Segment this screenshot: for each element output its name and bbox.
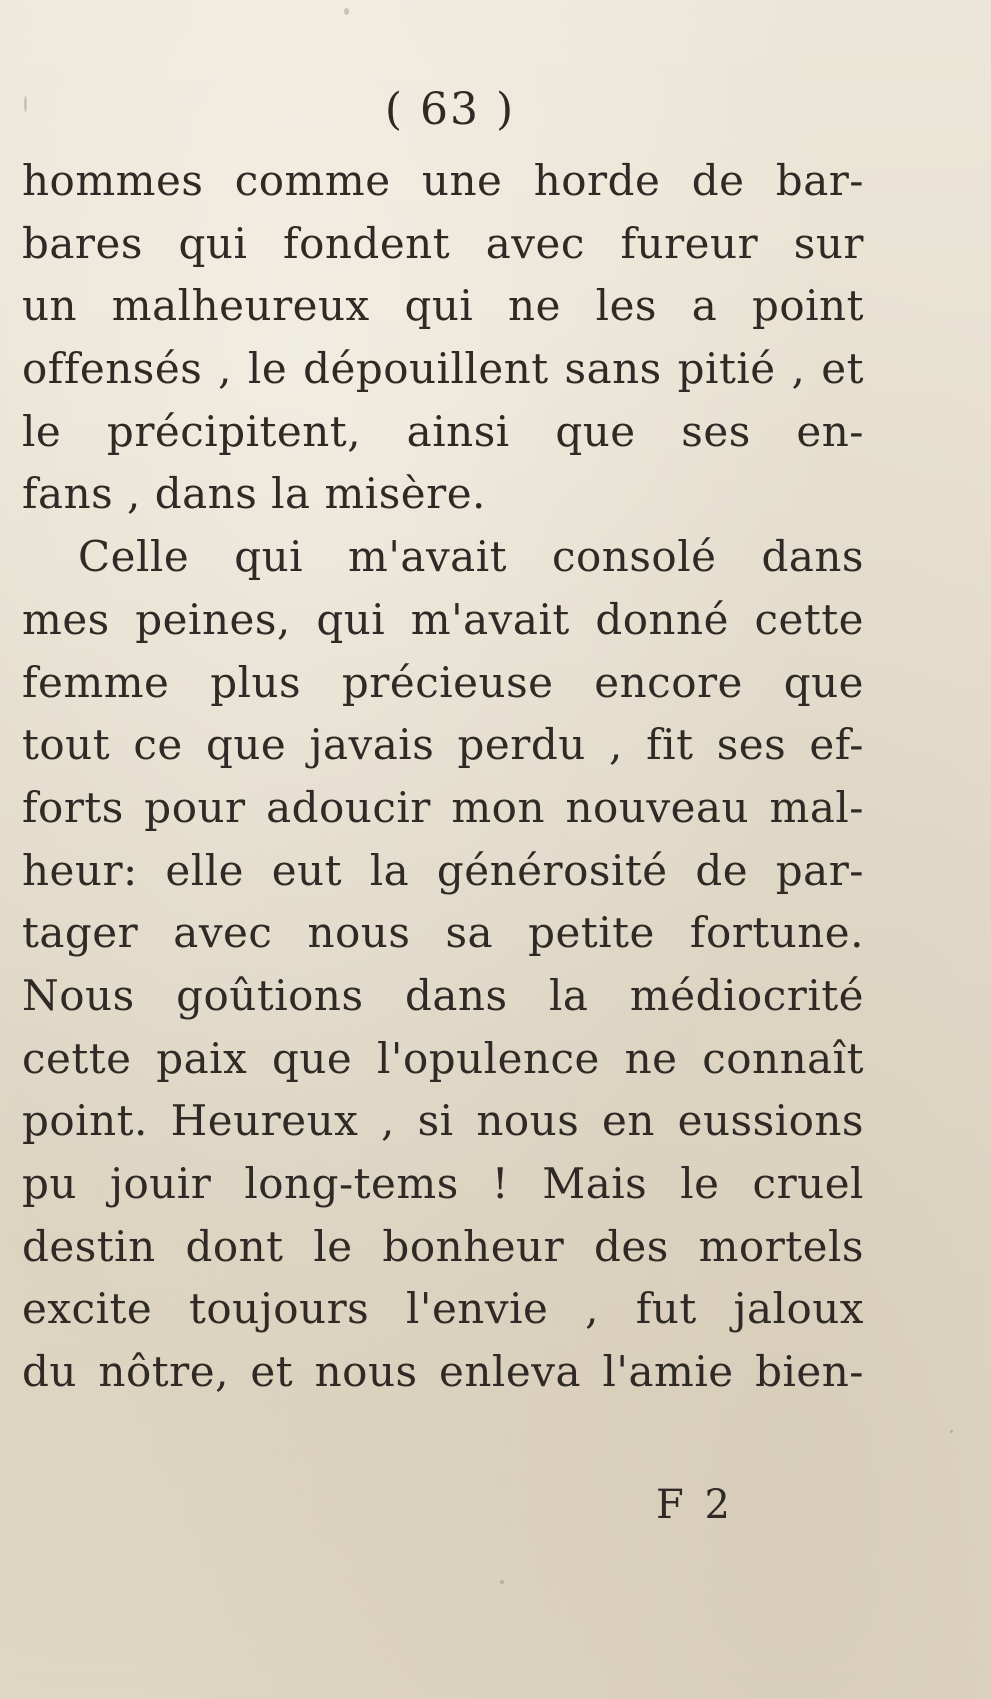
printer-signature: F 2: [656, 1482, 734, 1528]
body-text: [22, 150, 864, 1404]
text-line: tout ce que javais perdu , fit ses ef-: [22, 720, 864, 770]
text-line: excite toujours l'envie , fut jaloux: [22, 1284, 864, 1334]
paper-speck: [950, 1430, 953, 1433]
paper-speck: [500, 1580, 504, 1584]
text-line: destin dont le bonheur des mortels: [22, 1221, 864, 1271]
text-line: forts pour adoucir mon nouveau mal-: [22, 782, 864, 832]
text-line: pu jouir long-tems ! Mais le cruel: [22, 1159, 864, 1208]
paragraph-2: [22, 526, 864, 1404]
text-line: tager avec nous sa petite fortune.: [22, 908, 864, 958]
text-line: cette paix que l'opulence ne connaît: [22, 1033, 864, 1083]
text-line: du nôtre, et nous enleva l'amie bien-: [22, 1347, 864, 1397]
text-line: bares qui fondent avec fureur sur: [22, 218, 864, 268]
text-line: fans , dans la misère.: [22, 469, 486, 519]
text-line: Celle qui m'avait consolé dans: [78, 532, 864, 582]
text-line: femme plus précieuse encore que: [22, 657, 864, 707]
text-line: point. Heureux , si nous en eussions: [22, 1096, 864, 1146]
page-number: ( 63 ): [384, 84, 516, 135]
text-line: hommes comme une horde de bar-: [22, 156, 864, 205]
paragraph-1: [22, 150, 864, 526]
text-line: heur: elle eut la générosité de par-: [22, 845, 864, 895]
text-line: offensés , le dépouillent sans pitié , et: [22, 344, 864, 394]
text-line: mes peines, qui m'avait donné cette: [22, 594, 864, 644]
paper-speck: [344, 8, 349, 15]
text-line: un malheureux qui ne les a point: [22, 281, 864, 331]
text-line: Nous goûtions dans la médiocrité: [22, 970, 864, 1020]
text-line: le précipitent, ainsi que ses en-: [22, 406, 864, 456]
